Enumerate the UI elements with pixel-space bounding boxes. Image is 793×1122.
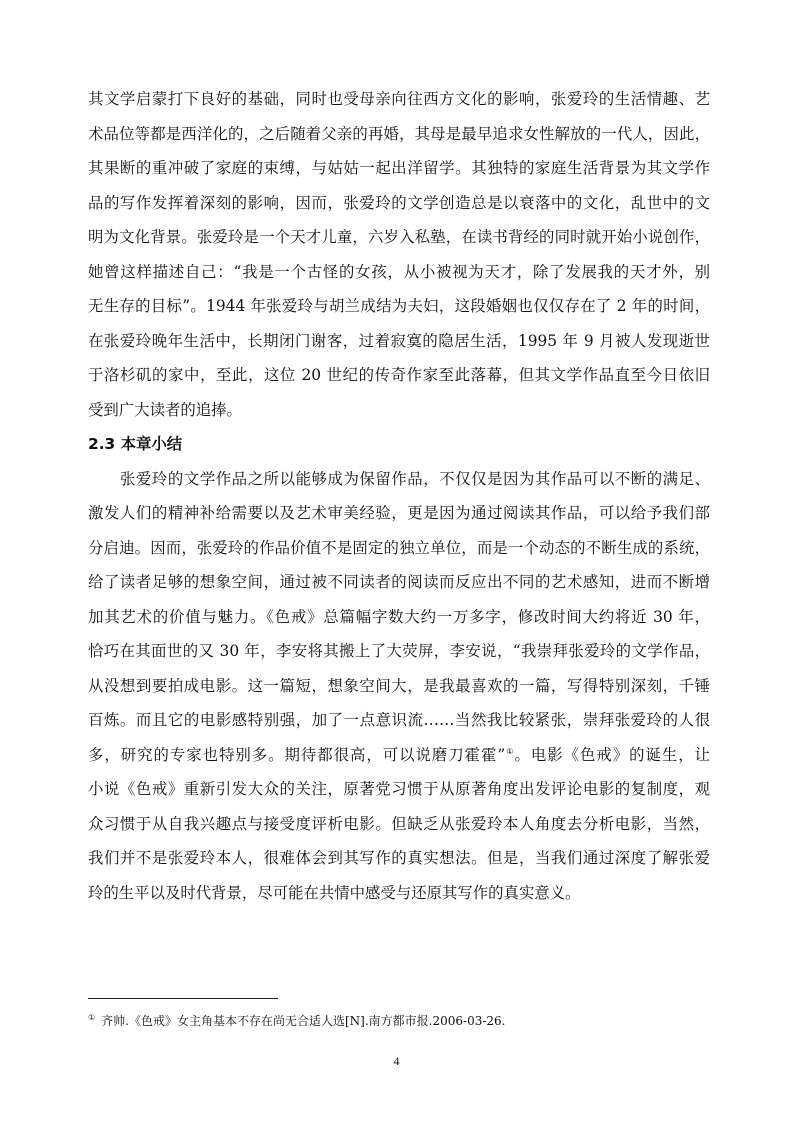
text-line: 激发人们的精神补给需要以及艺术审美经验，更是因为通过阅读其作品，可以给予我们部 [88, 504, 710, 522]
text-line: 分启迪。因而，张爱玲的作品价值不是固定的独立单位，而是一个动态的不断生成的系统， [88, 538, 710, 557]
text-line: 百炼。而且它的电影感特别强，加了一点意识流……当然我比较紧张，崇拜张爱玲的人很 [88, 711, 710, 729]
text-line: 给了读者足够的想象空间，通过被不同读者的阅读而反应出不同的艺术感知，进而不断增 [88, 573, 710, 591]
chapter-summary-paragraph [88, 462, 710, 911]
page-number: 4 [393, 1054, 400, 1068]
text-span: 。电影《色戒》的诞生，让 [514, 745, 710, 764]
body-text [88, 82, 710, 910]
text-line: 众习惯于从自我兴趣点与接受度评析电影。但缺乏从张爱玲本人角度去分析电影，当然， [88, 814, 710, 833]
text-line: 从没想到要拍成电影。这一篇短，想象空间大，是我最喜欢的一篇，写得特别深刻，千锤 [88, 676, 710, 695]
text-line: 加其艺术的价值与魅力。《色戒》总篇幅字数大约一万多字，修改时间大约将近 30 年， [88, 607, 710, 626]
text-line: 明为文化背景。张爱玲是一个天才儿童，六岁入私塾，在读书背经的同时就开始小说创作， [88, 228, 710, 246]
footnote [88, 1010, 710, 1029]
footnote-reference[interactable]: ① [505, 746, 515, 756]
text-line: 玲的生平以及时代背景，尽可能在共情中感受与还原其写作的真实意义。 [88, 883, 581, 902]
text-line: 无生存的目标”。1944 年张爱玲与胡兰成结为夫妇，这段婚姻也仅仅存在了 2 年的时间， [88, 297, 710, 315]
paragraph-continued [88, 82, 710, 427]
text-line: 其果断的重冲破了家庭的束缚，与姑姑一起出洋留学。其独特的家庭生活背景为其文学作 [88, 159, 710, 177]
text-line: 小说《色戒》重新引发大众的关注，原著党习惯于从原著角度出发评论电影的复制度，观 [88, 780, 710, 798]
footnote-mark: ① [88, 1013, 96, 1022]
section-heading: 2.3 本章小结 [88, 435, 183, 453]
footnote-text: 齐帅.《色戒》女主角基本不存在尚无合适人选[N].南方都市报.2006-03-26. [101, 1014, 506, 1028]
text-line: 受到广大读者的追捧。 [88, 400, 242, 419]
text-line: 我们并不是张爱玲本人，很难体会到其写作的真实想法。但是，当我们通过深度了解张爱 [88, 849, 710, 867]
footnote-divider [88, 998, 278, 999]
text-line: 于洛杉矶的家中，至此，这位 20 世纪的传奇作家至此落幕，但其文学作品直至今日依旧 [88, 366, 710, 384]
text-line: 品的写作发挥着深刻的影响，因而，张爱玲的文学创造总是以衰落中的文化，乱世中的文 [88, 193, 710, 212]
text-line: 术品位等都是西洋化的，之后随着父亲的再婚，其母是最早追求女性解放的一代人，因此， [88, 124, 710, 143]
text-span: 多，研究的专家也特别多。期待都很高，可以说磨刀霍霍” [88, 745, 506, 764]
text-line: 在张爱玲晚年生活中，长期闭门谢客，过着寂寞的隐居生活，1995 年 9 月被人发现逝世 [88, 331, 710, 350]
text-line-with-footnote [88, 738, 710, 773]
text-line: 张爱玲的文学作品之所以能够成为保留作品，不仅仅是因为其作品可以不断的满足、 [120, 469, 710, 488]
text-line: 其文学启蒙打下良好的基础，同时也受母亲向往西方文化的影响，张爱玲的生活情趣、艺 [88, 90, 710, 108]
text-line: 她曾这样描述自己：“我是一个古怪的女孩，从小被视为天才，除了发展我的天才外，别 [88, 262, 710, 281]
text-line: 恰巧在其面世的又 30 年，李安将其搬上了大荧屏，李安说，“我崇拜张爱玲的文学作品， [88, 642, 710, 660]
